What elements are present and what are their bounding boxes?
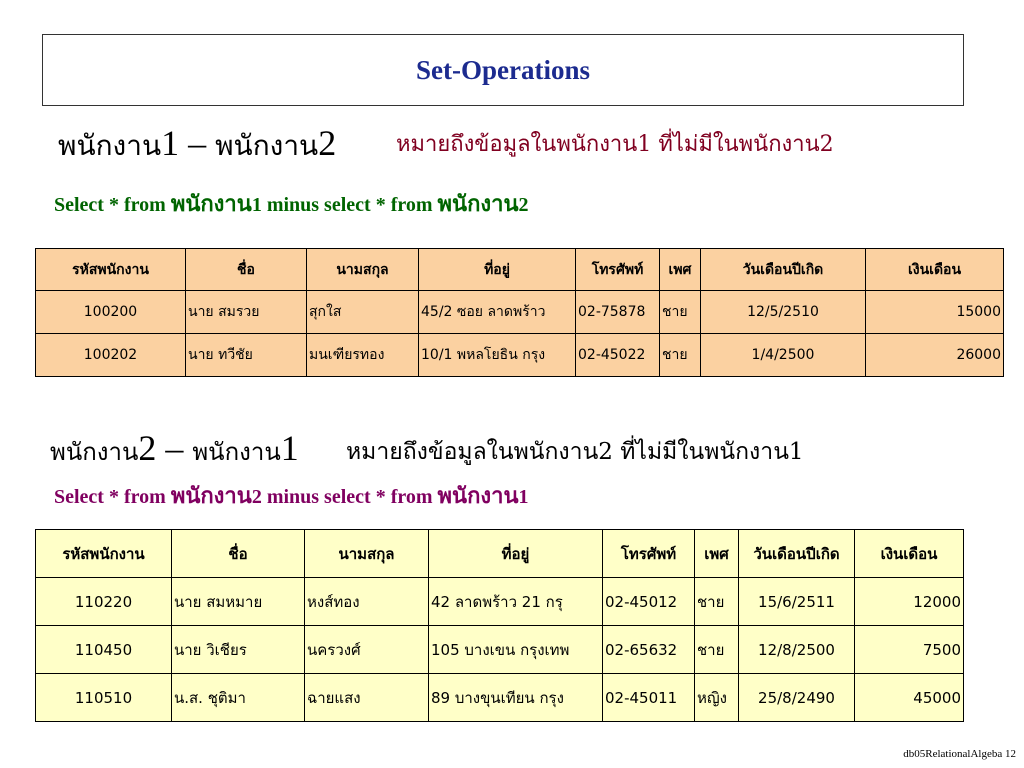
table-cell: 100202: [36, 334, 186, 377]
header-cell: โทรศัพท์: [576, 249, 660, 291]
table-cell: 26000: [866, 334, 1004, 377]
sql2-part2: 2 minus select * from: [251, 486, 438, 508]
table-cell: 105 บางเขน กรุงเทพ: [429, 626, 603, 674]
expr2-left-num: 2: [138, 428, 157, 468]
sql1-part3: 2: [518, 194, 529, 216]
header-cell: นามสกุล: [305, 530, 429, 578]
sql1-part2: 1 minus select * from: [251, 194, 438, 216]
table-cell: 15/6/2511: [739, 578, 855, 626]
sql-1: [54, 186, 529, 221]
header-cell: วันเดือนปีเกิด: [739, 530, 855, 578]
header-cell: วันเดือนปีเกิด: [701, 249, 866, 291]
table-row: [36, 578, 964, 626]
sql1-table1: พนักงาน: [170, 191, 252, 217]
table-cell: 1/4/2500: [701, 334, 866, 377]
table-row: [36, 291, 1004, 334]
table-cell: 45000: [855, 674, 964, 722]
header-cell: เพศ: [660, 249, 701, 291]
table-cell: 02-45022: [576, 334, 660, 377]
slide-footer: db05RelationalAlgeba 12: [903, 748, 1016, 760]
expr1-left-num: 1: [161, 123, 180, 163]
table-cell: น.ส. ชุติมา: [172, 674, 305, 722]
table-cell: หญิง: [695, 674, 739, 722]
expr2-operator: –: [156, 428, 193, 468]
table-cell: นาย สมหมาย: [172, 578, 305, 626]
table-cell: 02-65632: [603, 626, 695, 674]
table-header-row: [36, 249, 1004, 291]
header-cell: ชื่อ: [186, 249, 307, 291]
header-cell: เพศ: [695, 530, 739, 578]
expr2-left: พนักงาน: [50, 438, 139, 466]
table-cell: นาย วิเชียร: [172, 626, 305, 674]
description-2: หมายถึงข้อมูลในพนักงาน2 ที่ไม่มีในพนักงาน1: [346, 439, 804, 465]
table-cell: 42 ลาดพร้าว 21 กรุ: [429, 578, 603, 626]
table-cell: ฉายแสง: [305, 674, 429, 722]
header-cell: ที่อยู่: [429, 530, 603, 578]
header-cell: เงินเดือน: [866, 249, 1004, 291]
expr1-operator: –: [179, 123, 216, 163]
title-box: [42, 34, 964, 106]
table-cell: 45/2 ซอย ลาดพร้าว: [419, 291, 576, 334]
table-header-row: [36, 530, 964, 578]
sql2-table1: พนักงาน: [170, 483, 252, 509]
table-cell: ชาย: [660, 291, 701, 334]
expression-1: [58, 122, 336, 168]
expression-2: [50, 427, 299, 471]
table-cell: 02-75878: [576, 291, 660, 334]
table-cell: 12/5/2510: [701, 291, 866, 334]
table-cell: 15000: [866, 291, 1004, 334]
table-cell: 25/8/2490: [739, 674, 855, 722]
sql2-part3: 1: [518, 486, 529, 508]
table-cell: ชาย: [695, 626, 739, 674]
table-cell: นาย สมรวย: [186, 291, 307, 334]
sql1-part1: Select * from: [54, 194, 171, 216]
table-cell: 100200: [36, 291, 186, 334]
expr1-right-num: 2: [318, 123, 337, 163]
table-cell: 110510: [36, 674, 172, 722]
table-cell: 12000: [855, 578, 964, 626]
table-cell: นครวงศ์: [305, 626, 429, 674]
sql1-table2: พนักงาน: [437, 191, 519, 217]
table-row: [36, 626, 964, 674]
expr1-right: พนักงาน: [215, 129, 319, 162]
table-cell: หงส์ทอง: [305, 578, 429, 626]
header-cell: โทรศัพท์: [603, 530, 695, 578]
table-cell: ชาย: [660, 334, 701, 377]
table-cell: 7500: [855, 626, 964, 674]
table-cell: 89 บางขุนเทียน กรุง: [429, 674, 603, 722]
header-cell: ชื่อ: [172, 530, 305, 578]
table-cell: 12/8/2500: [739, 626, 855, 674]
table-cell: ชาย: [695, 578, 739, 626]
table-cell: สุกใส: [307, 291, 419, 334]
header-cell: รหัสพนักงาน: [36, 249, 186, 291]
table-cell: 110450: [36, 626, 172, 674]
slide-title: Set-Operations: [416, 54, 590, 85]
table-row: [36, 334, 1004, 377]
table-cell: 10/1 พหลโยธิน กรุง: [419, 334, 576, 377]
sql2-part1: Select * from: [54, 486, 171, 508]
table-row: [36, 674, 964, 722]
header-cell: เงินเดือน: [855, 530, 964, 578]
header-cell: รหัสพนักงาน: [36, 530, 172, 578]
sql2-table2: พนักงาน: [437, 483, 519, 509]
table-cell: 110220: [36, 578, 172, 626]
description-1: หมายถึงข้อมูลในพนักงาน1 ที่ไม่มีในพนักงาน2: [396, 132, 834, 157]
expr1-left: พนักงาน: [58, 129, 162, 162]
expr2-right-num: 1: [280, 428, 299, 468]
table-cell: นาย ทวีชัย: [186, 334, 307, 377]
sql-2: [54, 478, 529, 513]
expr2-right: พนักงาน: [192, 438, 281, 466]
table-cell: มนเฑียรทอง: [307, 334, 419, 377]
table-cell: 02-45011: [603, 674, 695, 722]
header-cell: นามสกุล: [307, 249, 419, 291]
header-cell: ที่อยู่: [419, 249, 576, 291]
table-cell: 02-45012: [603, 578, 695, 626]
employee1-minus-employee2-table: [35, 248, 1004, 377]
employee2-minus-employee1-table: [35, 529, 964, 722]
